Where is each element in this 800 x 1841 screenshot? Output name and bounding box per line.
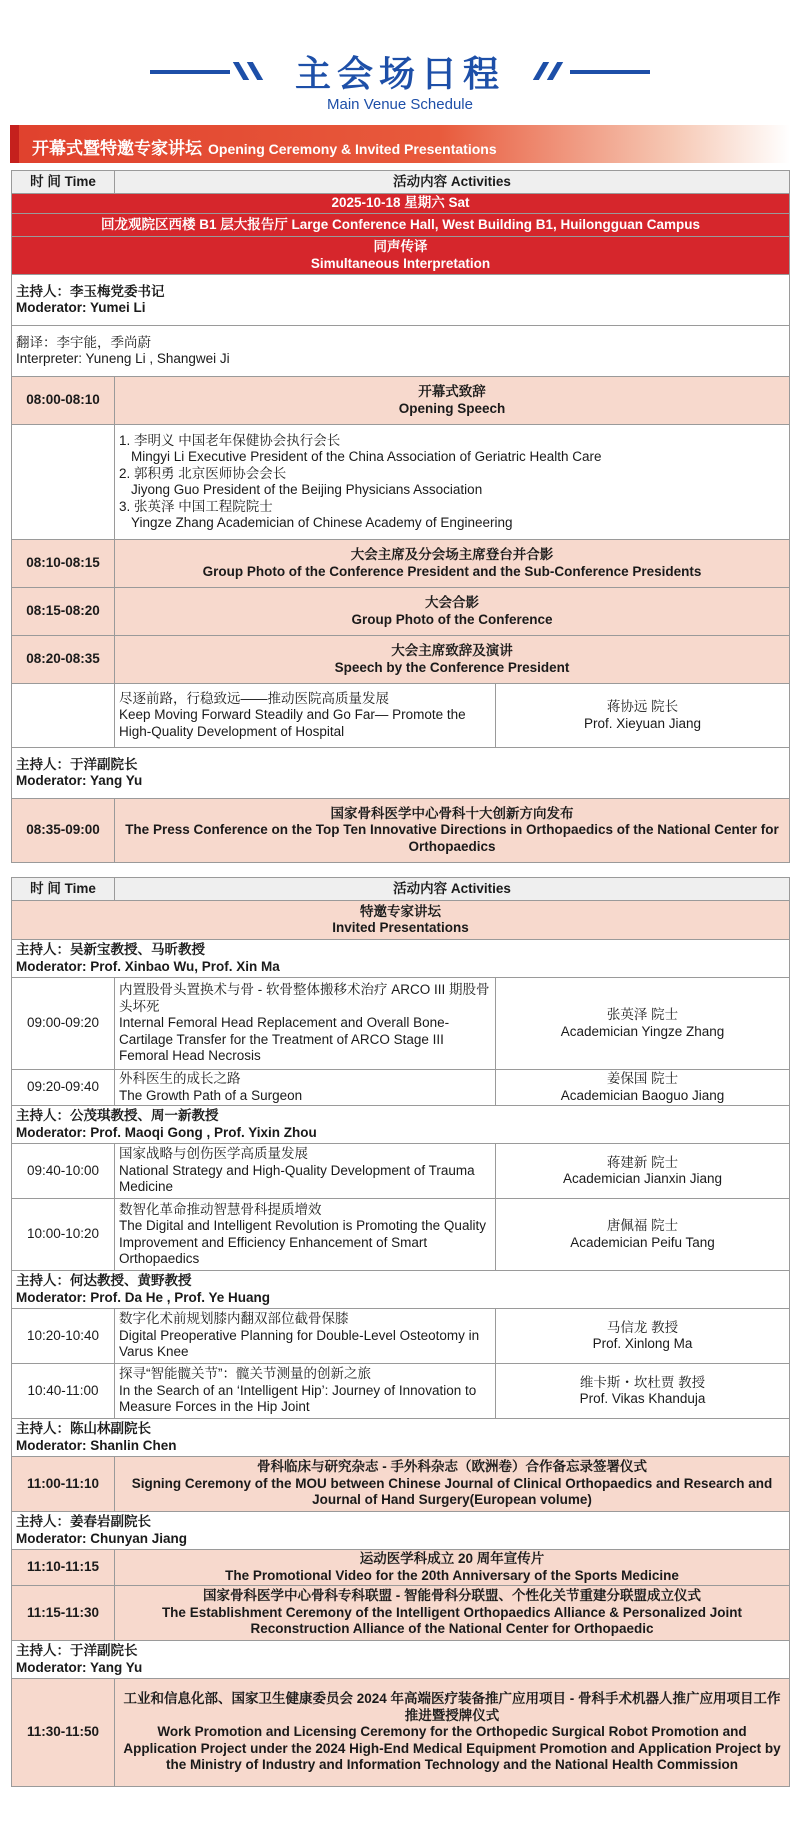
venue: 回龙观院区西楼 B1 层大报告厅 Large Conference Hall, West Building B1, Huilongguan Campus [12, 214, 790, 237]
time-cell: 09:00-09:20 [12, 978, 115, 1070]
talk-row [12, 978, 790, 1070]
time-cell: 08:00-08:10 [12, 377, 115, 425]
time-column-header: 时 间 Time [12, 878, 115, 901]
talk-title: 探寻“智能髋关节”：髋关节测量的创新之旅 In the Search of an ‘Intelligent Hip’: Journey of Innovation to Measure Forces in the Hip Joint [115, 1364, 496, 1419]
moderator: 主持人：何达教授、黄野教授 Moderator: Prof. Da He , Prof. Ye Huang [12, 1271, 790, 1309]
empty-time-cell [12, 684, 115, 748]
moderator: 主持人：公茂琪教授、周一新教授 Moderator: Prof. Maoqi Gong , Prof. Yixin Zhou [12, 1106, 790, 1144]
interpretation: 同声传译 Simultaneous Interpretation [12, 237, 790, 275]
speaker-list [115, 425, 790, 540]
moderator: 主持人：李玉梅党委书记 Moderator: Yumei Li [12, 275, 790, 326]
time-cell: 11:10-11:15 [12, 1550, 115, 1586]
talk-title: 尽逐前路，行稳致远——推动医院高质量发展 Keep Moving Forward Steadily and Go Far— Promote the High-Quality Development of Hospital [115, 684, 496, 748]
moderator-row [12, 275, 790, 326]
time-cell: 10:00-10:20 [12, 1199, 115, 1271]
talk-speaker: 唐佩福 院士 Academician Peifu Tang [496, 1199, 790, 1271]
talk-speaker: 马信龙 教授 Prof. Xinlong Ma [496, 1309, 790, 1364]
schedule-row [12, 1457, 790, 1512]
schedule-row [12, 1679, 790, 1787]
activity-cell: 骨科临床与研究杂志 - 手外科杂志（欧洲卷）合作备忘录签署仪式 Signing Ceremony of the MOU between Chinese Journal of Clinical Orthopaedics and Research and Journal of Hand Surgery(European volume) [115, 1457, 790, 1512]
date-row [12, 194, 790, 214]
talk-title: 国家战略与创伤医学高质量发展 National Strategy and High-Quality Development of Trauma Medicine [115, 1144, 496, 1199]
talk-row [12, 1309, 790, 1364]
page-title: 主会场日程 [294, 53, 505, 94]
schedule-table-opening [11, 170, 790, 863]
activity-cell: 大会主席及分会场主席登台并合影 Group Photo of the Conference President and the Sub-Conference Presidents [115, 540, 790, 588]
talk-speaker: 姜保国 院士 Academician Baoguo Jiang [496, 1070, 790, 1106]
talk-title: 外科医生的成长之路 The Growth Path of a Surgeon [115, 1070, 496, 1106]
moderator-row [12, 1106, 790, 1144]
venue-row [12, 214, 790, 237]
list-item: Mingyi Li Executive President of the China Association of Geriatric Health Care [131, 449, 602, 464]
moderator-row [12, 940, 790, 978]
talk-speaker: 蒋协远 院长 Prof. Xieyuan Jiang [496, 684, 790, 748]
talk-row [12, 684, 790, 748]
time-column-header: 时 间 Time [12, 171, 115, 194]
schedule-row [12, 636, 790, 684]
interpretation-row [12, 237, 790, 275]
activity-cell: 开幕式致辞 Opening Speech [115, 377, 790, 425]
schedule-table-invited [11, 877, 790, 1787]
time-cell: 11:30-11:50 [12, 1679, 115, 1787]
activities-column-header: 活动内容 Activities [115, 878, 790, 901]
time-cell: 10:20-10:40 [12, 1309, 115, 1364]
talk-row [12, 1364, 790, 1419]
page-subtitle: Main Venue Schedule [327, 96, 473, 113]
time-cell: 08:10-08:15 [12, 540, 115, 588]
activity-cell: 国家骨科医学中心骨科专科联盟 - 智能骨科分联盟、个性化关节重建分联盟成立仪式 The Establishment Ceremony of the Intelligent Orthopaedics Alliance & Personalized Joint Reconstruction Alliance of the National Center for Orthopaedic [115, 1586, 790, 1641]
time-cell: 10:40-11:00 [12, 1364, 115, 1419]
talk-title: 数字化术前规划膝内翻双部位截骨保膝 Digital Preoperative Planning for Double-Level Osteotomy in Varus Knee [115, 1309, 496, 1364]
section-banner-title: 开幕式暨特邀专家讲坛 Opening Ceremony & Invited Presentations [32, 139, 497, 158]
interpreter-row [12, 326, 790, 377]
empty-time-cell [12, 425, 115, 540]
moderator-row [12, 1419, 790, 1457]
schedule-row [12, 377, 790, 425]
activity-cell: 大会主席致辞及演讲 Speech by the Conference President [115, 636, 790, 684]
list-item: 3. 张英泽 中国工程院院士 [119, 498, 273, 514]
moderator-row [12, 1512, 790, 1550]
schedule-row [12, 1586, 790, 1641]
time-cell: 08:15-08:20 [12, 588, 115, 636]
moderator: 主持人：吴新宝教授、马昕教授 Moderator: Prof. Xinbao Wu, Prof. Xin Ma [12, 940, 790, 978]
date: 2025-10-18 星期六 Sat [12, 194, 790, 214]
time-cell: 09:20-09:40 [12, 1070, 115, 1106]
talk-speaker: 维卡斯・坎杜贾 教授 Prof. Vikas Khanduja [496, 1364, 790, 1419]
schedule-row [12, 540, 790, 588]
speakers-row [12, 425, 790, 540]
activity-cell: 国家骨科医学中心骨科十大创新方向发布 The Press Conference on the Top Ten Innovative Directions in Orthopaedics of the National Center for Orthopaedics [115, 799, 790, 863]
schedule-row [12, 799, 790, 863]
time-cell: 09:40-10:00 [12, 1144, 115, 1199]
page-header [0, 0, 800, 120]
time-cell: 08:35-09:00 [12, 799, 115, 863]
section-title: 特邀专家讲坛 Invited Presentations [12, 901, 790, 940]
talk-title: 数智化革命推动智慧骨科提质增效 The Digital and Intelligent Revolution is Promoting the Quality Improvement and Efficiency Enhancement of Smart Orthopaedics [115, 1199, 496, 1271]
talk-row [12, 1070, 790, 1106]
list-item: 2. 郭积勇 北京医师协会会长 [119, 465, 287, 481]
schedule-row [12, 588, 790, 636]
header-line-right [570, 70, 650, 74]
moderator: 主持人：姜春岩副院长 Moderator: Chunyan Jiang [12, 1512, 790, 1550]
talk-title: 内置股骨头置换术与骨 - 软骨整体搬移术治疗 ARCO III 期股骨头坏死 Internal Femoral Head Replacement and Overall Bone-Cartilage Transfer for the Treatment of ARCO Stage III Femoral Head Necrosis [115, 978, 496, 1070]
talk-speaker: 张英泽 院士 Academician Yingze Zhang [496, 978, 790, 1070]
moderator: 主持人：于洋副院长 Moderator: Yang Yu [12, 1641, 790, 1679]
talk-row [12, 1199, 790, 1271]
time-cell: 08:20-08:35 [12, 636, 115, 684]
moderator: 主持人：于洋副院长 Moderator: Yang Yu [12, 748, 790, 799]
activity-cell: 运动医学科成立 20 周年宣传片 The Promotional Video for the 20th Anniversary of the Sports Medicine [115, 1550, 790, 1586]
moderator-row [12, 1641, 790, 1679]
moderator: 主持人：陈山林副院长 Moderator: Shanlin Chen [12, 1419, 790, 1457]
moderator-row [12, 1271, 790, 1309]
activity-cell: 工业和信息化部、国家卫生健康委员会 2024 年高端医疗装备推广应用项目 - 骨科手术机器人推广应用项目工作推进暨授牌仪式 Work Promotion and Licensing Ceremony for the Orthopedic Surgical Robot Promotion and Application Project under the 2024 High-End Medical Equipment Promotion and Application Project by the Ministry of Industry and Information Technology and the National Health Commission [115, 1679, 790, 1787]
table-header-row [12, 171, 790, 194]
list-item: 1. 李明义 中国老年保健协会执行会长 [119, 432, 341, 448]
section-title-row [12, 901, 790, 940]
time-cell: 11:15-11:30 [12, 1586, 115, 1641]
table-header-row [12, 878, 790, 901]
moderator-row [12, 748, 790, 799]
activity-cell: 大会合影 Group Photo of the Conference [115, 588, 790, 636]
schedule-row [12, 1550, 790, 1586]
section-banner-accent [10, 125, 19, 163]
talk-row [12, 1144, 790, 1199]
activities-column-header: 活动内容 Activities [115, 171, 790, 194]
time-cell: 11:00-11:10 [12, 1457, 115, 1512]
list-item: Jiyong Guo President of the Beijing Physicians Association [131, 482, 483, 497]
list-item: Yingze Zhang Academician of Chinese Academy of Engineering [131, 515, 513, 530]
talk-speaker: 蒋建新 院士 Academician Jianxin Jiang [496, 1144, 790, 1199]
interpreter: 翻译：李宇能，季尚蔚 Interpreter: Yuneng Li , Shangwei Ji [12, 326, 790, 377]
